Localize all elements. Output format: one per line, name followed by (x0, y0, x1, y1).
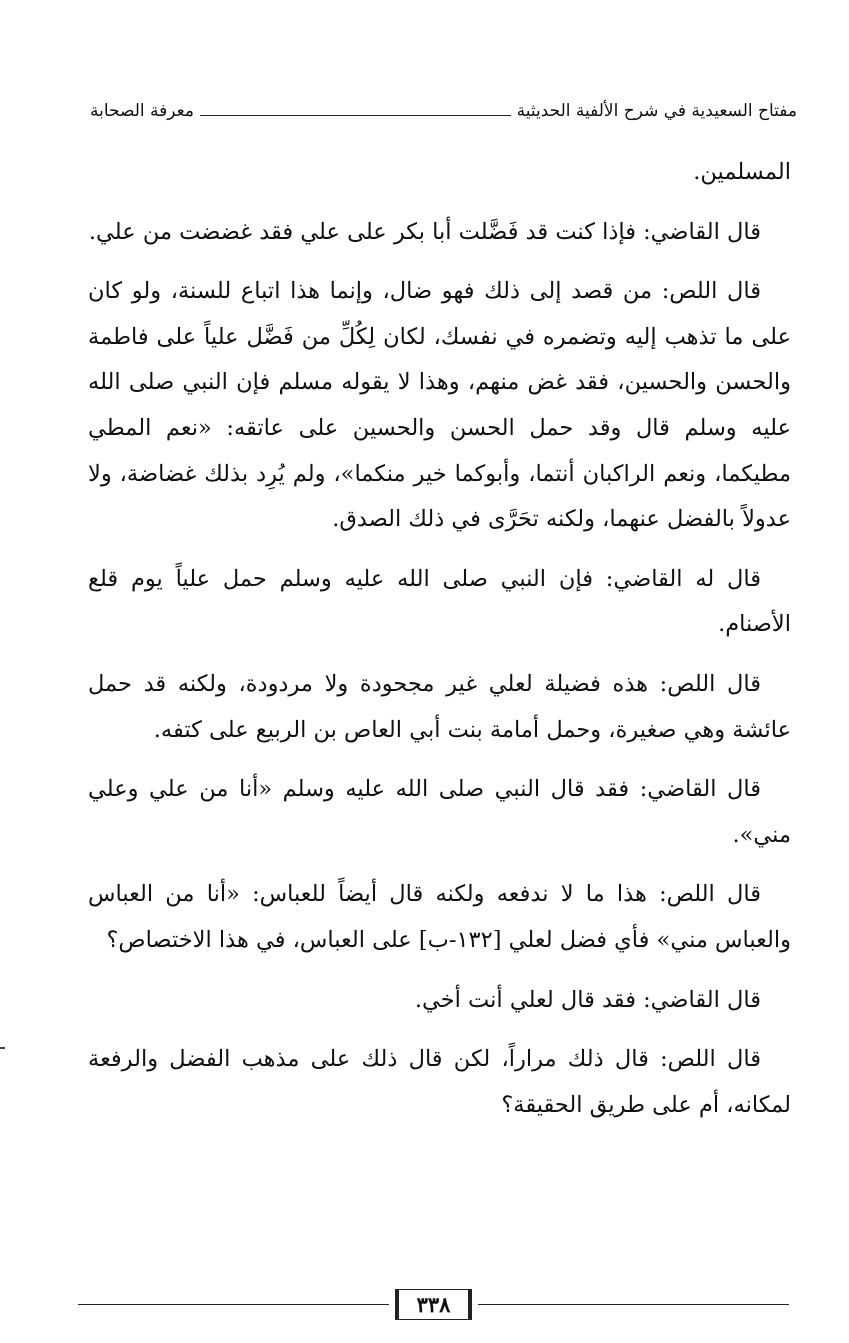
paragraph: قال اللص: قال ذلك مراراً، لكن قال ذلك على مذهب الفضل والرفعة لمكانه، أم على طريق الحقيقة؟ (88, 1046, 791, 1118)
paragraph: قال اللص: من قصد إلى ذلك فهو ضال، وإنما هذا اتباع للسنة، ولو كان على ما تذهب إليه وتضمره في نفسك، لكان لِكُلِّ من فَضَّل علياً على فاطمة والحسن والحسين، فقد غض منهم، وهذا لا يقوله مسلم فإن النبي صلى الله عليه وسلم قال وقد حمل الحسن والحسين على عاتقه: «نعم المطي مطيكما، ونعم الراكبان أنتما، وأبوكما خير منكما»، ولم يُرِد بذلك غضاضة، ولا عدولاً بالفضل عنهما، ولكنه تحَرَّى في ذلك الصدق. (88, 278, 791, 533)
section-title: معرفة الصحابة (90, 101, 194, 121)
paragraph: قال القاضي: فقد قال النبي صلى الله عليه وسلم «أنا من علي وعلي مني». (88, 776, 791, 848)
book-title: مفتاح السعيدية في شرح الألفية الحديثية (516, 101, 797, 121)
page-number: ٣٣٨ (395, 1289, 473, 1320)
footer-rule-left (78, 1304, 389, 1305)
paragraph: قال له القاضي: فإن النبي صلى الله عليه وسلم حمل علياً يوم قلع الأصنام. (88, 565, 791, 638)
paragraph: المسلمين. (693, 159, 791, 185)
header-rule (200, 115, 511, 116)
running-header (90, 94, 797, 128)
page-body (88, 150, 791, 1142)
scan-edge-mark (0, 1047, 5, 1049)
paragraph: قال اللص: هذه فضيلة لعلي غير مجحودة ولا مردودة، ولكنه قد حمل عائشة وهي صغيرة، وحمل أمامة بنت أبي العاص بن الربيع على كتفه. (88, 670, 791, 743)
paragraph: قال القاضي: فقد قال لعلي أنت أخي. (414, 986, 761, 1013)
footer-rule-right (478, 1304, 789, 1305)
paragraph: قال القاضي: فإذا كنت قد فَضَّلت أبا بكر على علي فقد غضضت من علي. (88, 218, 761, 245)
paragraph: قال اللص: هذا ما لا ندفعه ولكنه قال أيضاً للعباس: «أنا من العباس والعباس مني» فأي فضل لعلي [١٣٢-ب] على العباس، في هذا الاختصاص؟ (88, 881, 791, 953)
page-footer (78, 1282, 789, 1326)
